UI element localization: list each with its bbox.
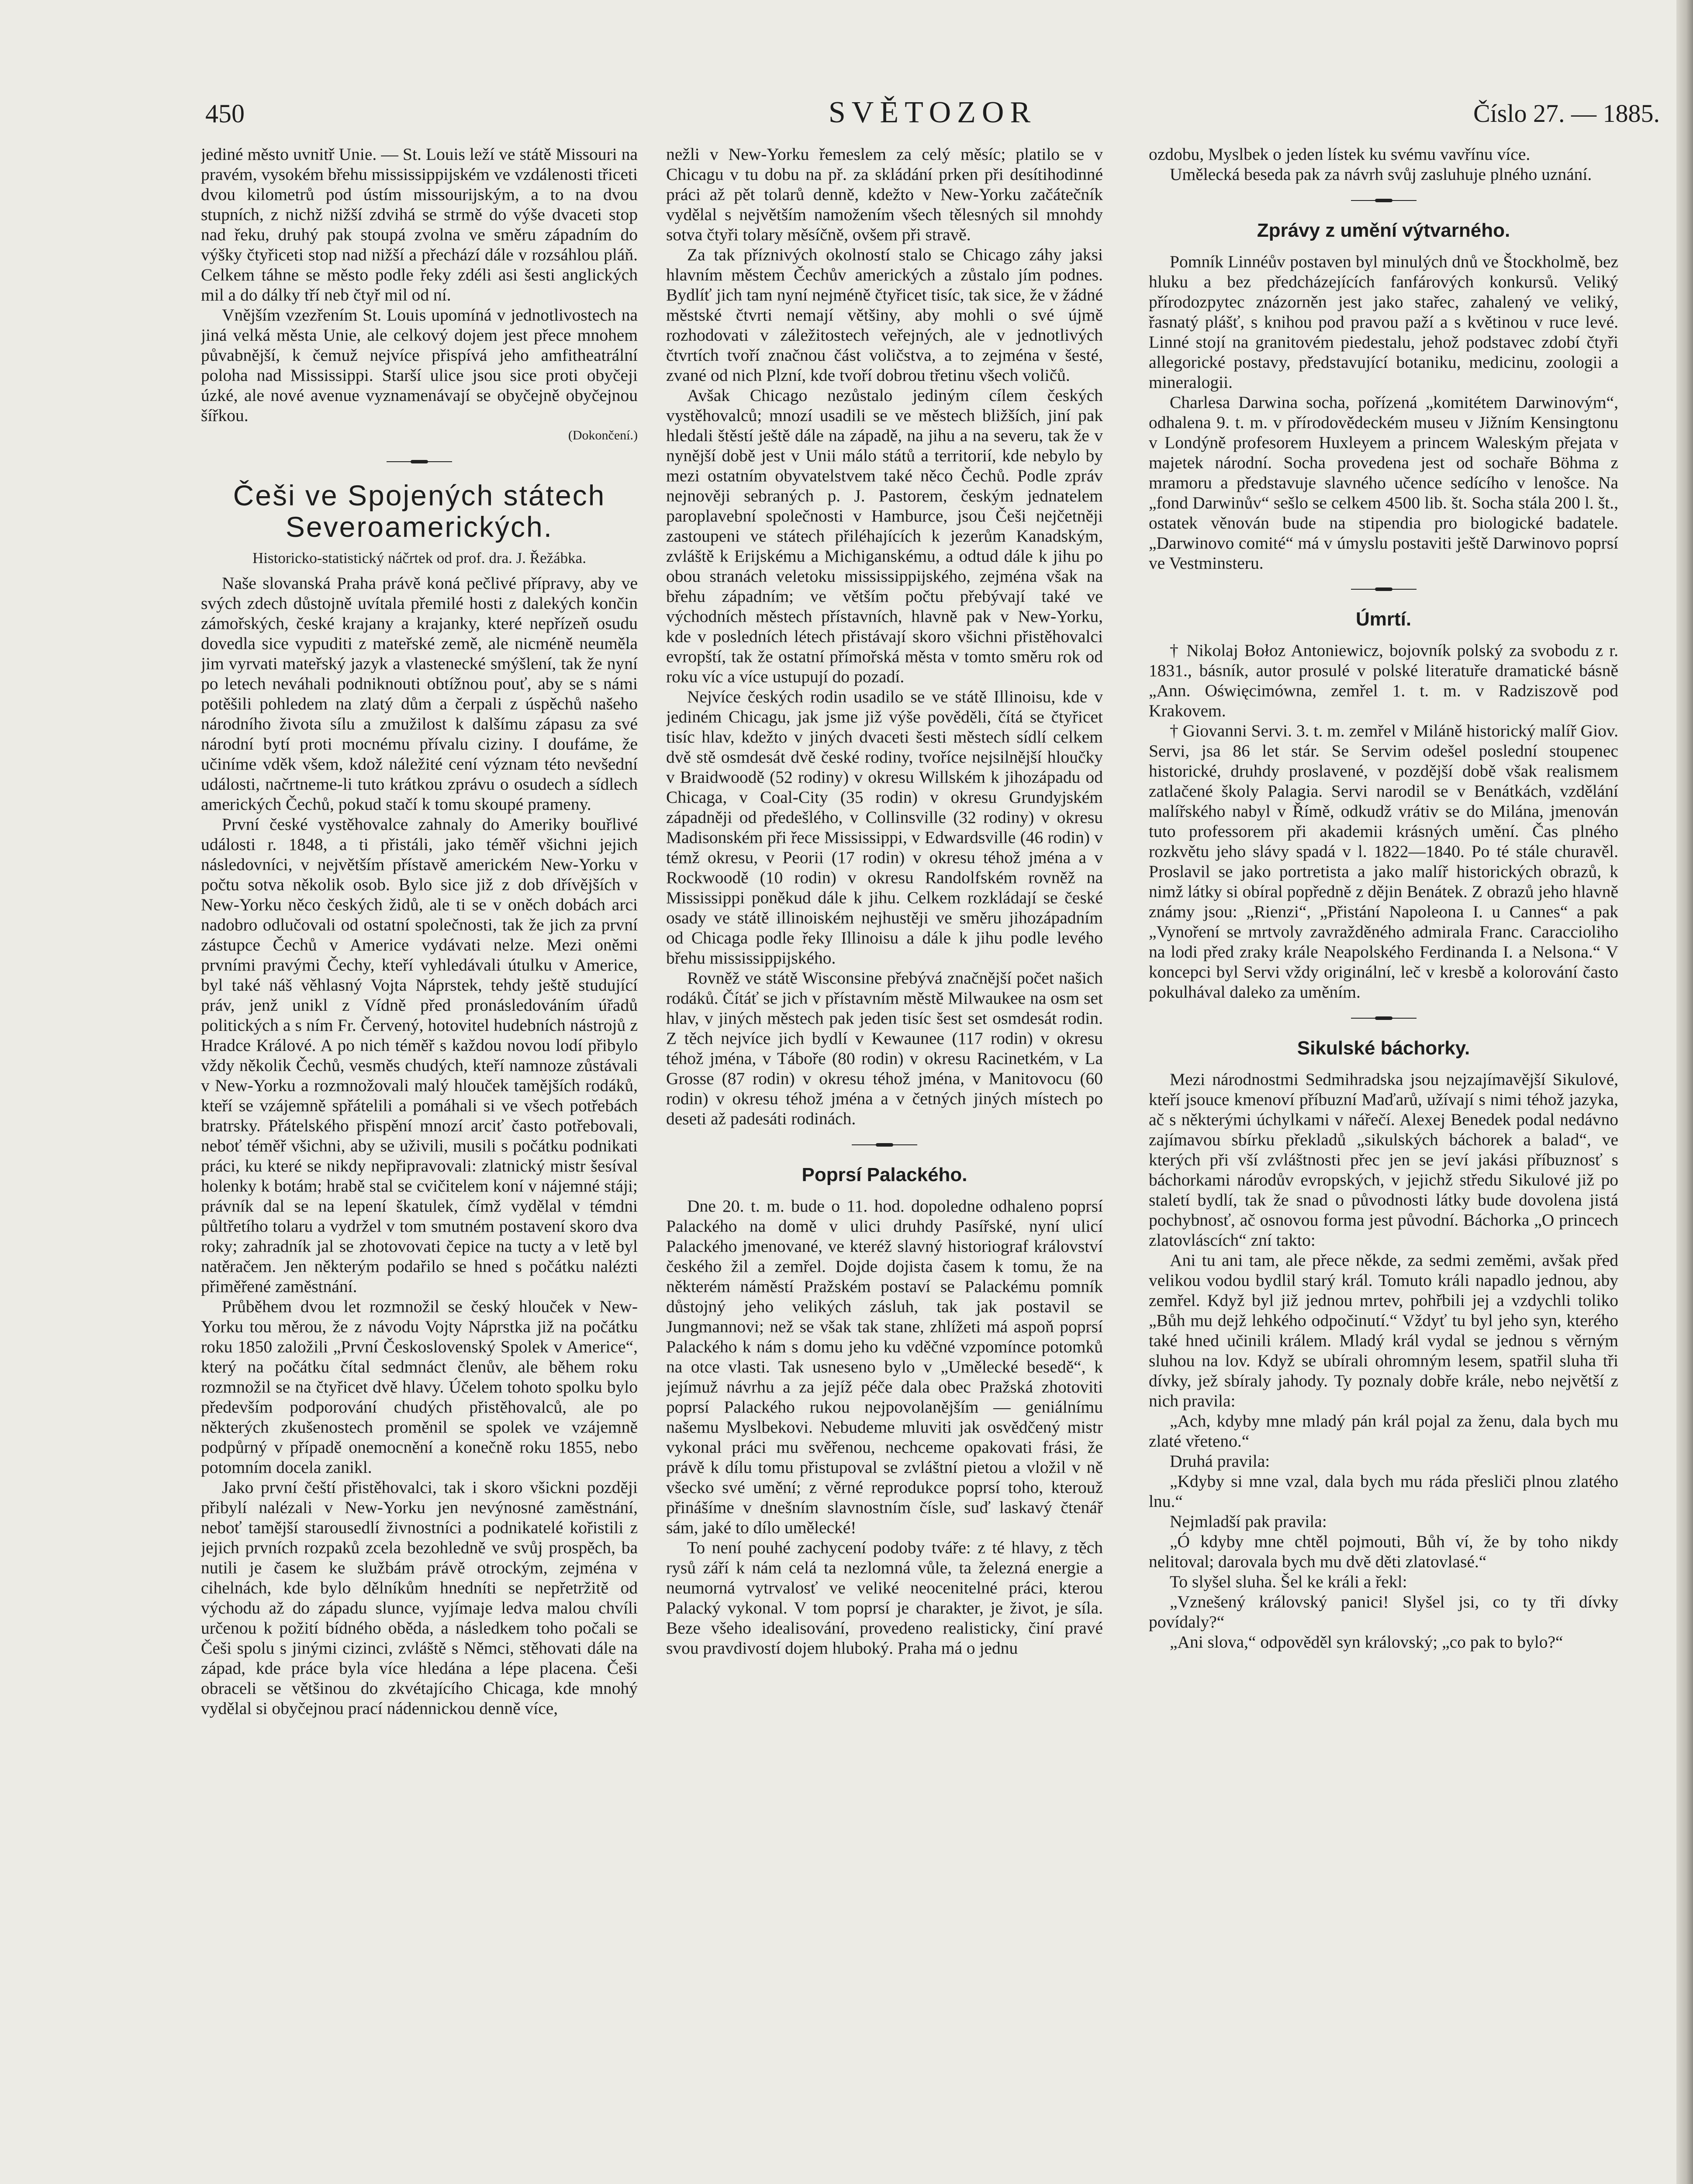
paragraph: Za tak příznivých okolností stalo se Chicago záhy jaksi hlavním městem Čechův amerických a zůstalo jím podnes. Bydlíť jich tam nyní nejméně čtyřicet tisíc, tak sice, že v žádné městské čtvrti nemají většiny, aby mohli o své újmě rozhodovati v záležitostech veřejných, ale v jednotlivých čtvrtích tvoří značnou část voličstva, a to zejména v šesté, zvané od nich Plzní, kde tvoří dobrou třetinu všech voličů. <box>666 245 1103 385</box>
article-title: Češi ve Spojených státech Severoamerických. <box>233 479 606 543</box>
paragraph: Vnějším vzezřením St. Louis upomíná v jednotlivostech na jiná velká města Unie, ale celkový dojem jest přece mnohem půvabnější, k čemuž nejvíce přispívá jeho amfitheatrální poloha nad Mississippi. Starší ulice jsou sice proti obyčeji úzké, ale nové avenue vyznamenávají se obyčejně obyčejnou šířkou. <box>201 305 638 425</box>
paragraph: Druhá pravila: <box>1170 1451 1270 1471</box>
issue-number: Číslo 27. — 1885. <box>1473 99 1660 128</box>
paragraph: Avšak Chicago nezůstalo jediným cílem českých vystěhovalců; mnozí usadili se ve městech bližších, jiní pak hledali štěstí ještě dále na západě, na jihu a na severu, tak že v nynější době jest v Unii málo států a territorií, kde nebylo by mezi ostatním obyvatelstvem také něco Čechů. Podle zpráv nejnověji sebraných p. J. Pastorem, českým jednatelem paroplavební společnosti v Hamburce, jsou Češi nejčetněji zastoupeni ve státech přiléhajících k jezerům Kanadským, zvláště k Erijskému a Michiganskému, a odtud dále k jihu po obou stranách veletoku mississippijského, zejména však na břehu západním; ve větším počtu přebývají také ve východních městech přístavních, hlavně pak v New-Yorku, kde v posledních létech přistávají skoro všichni přistěhovalci evropští, tak že ostatní přímořská města v tomto směru rok od roku víc a více ustupují do pozadí. <box>666 386 1103 686</box>
section-divider <box>387 459 452 465</box>
paragraph: Umělecká beseda pak za návrh svůj zasluhuje plného uznání. <box>1170 165 1592 184</box>
paragraph: Charlesa Darwina socha, pořízená „komitétem Darwinovým“, odhalena 9. t. m. v přírodovědeckém museu v Jižním Kensingtonu v Londýně profesorem Huxleyem a princem Waleským přejata v majetek národní. Socha provedena jest od sochaře Böhma z mramoru a představuje slavného učence sedícího v lenošce. Na „fond Darwinův“ sešlo se celkem 4500 lib. št. Socha stála 200 l. št., ostatek věnován bude na stipendia pro biologické badatele. „Darwinovo comité“ má v úmyslu postaviti ještě Darwinovo poprsí ve Vestminsteru. <box>1149 393 1618 573</box>
paragraph: † Nikolaj Bołoz Antoniewicz, bojovník polský za svobodu z r. 1831., básník, autor prosulé v polské literatuře dramatické básně „Ann. Oświęcimówna, zemřel 1. t. m. v Radziszově pod Krakovem. <box>1149 641 1618 720</box>
paragraph: „Ó kdyby mne chtěl pojmouti, Bůh ví, že by toho nikdy nelitoval; darovala bych mu dvě děti zlatovlasé.“ <box>1149 1532 1618 1571</box>
paragraph: Ani tu ani tam, ale přece někde, za sedmi zeměmi, avšak před velikou vodou bydlil starý král. Tomuto králi napadlo jednou, aby zemřel. Když byl již jednou mrtev, pohřbili jej a vzdychli toliko „Bůh mu dejž lehkého odpočinutí.“ Vždyť tu byl jeho syn, kterého také hned učinili králem. Mladý král vydal se jednou s věrným sluhou na lov. Když se ubírali ohromným lesem, spatřil sluha tři dívky, jež sbíraly jahody. Ty poznaly dobře krále, nebo největší z nich pravila: <box>1149 1251 1618 1410</box>
column-1 <box>201 144 638 2184</box>
section-title: Zprávy z umění výtvarného. <box>1257 220 1510 241</box>
section-divider <box>1351 197 1417 204</box>
article-byline: Historicko-statistický náčrtek od prof. dra. J. Řežábka. <box>252 549 586 567</box>
section-divider <box>1351 1015 1417 1021</box>
page-header <box>205 95 1660 135</box>
paragraph: „Ani slova,“ odpověděl syn královský; „co pak to bylo?“ <box>1170 1632 1563 1652</box>
continuation-note: (Dokončení.) <box>568 428 638 442</box>
paragraph: První české vystěhovalce zahnaly do Ameriky bouřlivé události r. 1848, a ti přistáli, jako téměř všichni jejich následovníci, v největším přístavě americkém New-Yorku v počtu sotva několik osob. Bylo sice již z dob dřívějších v New-Yorku něco českých židů, ale ti se v oněch dobách arci nadobro odlučovali od ostatní společnosti, tak že jich za první zástupce Čechů v Americe vydávati nelze. Mezi oněmi prvními pravými Čechy, kteří vyhledávali útulku v Americe, byl také náš věhlasný Vojta Náprstek, tehdy ještě studující práv, jenž unikl z Vídně před pronásledováním úřadů politických a s ním Fr. Červený, hotovitel hudebních nástrojů z Hradce Králové. A po nich téměř s každou novou lodí přibylo vždy několik Čechů, vesměs chudých, kteří namnoze zůstávali v New-Yorku a rozmnožovali malý hlouček tamějších rodáků, kteří se vzájemně spřátelili a pomáhali si ve všech potřebách bratrsky. Přátelského přispění mnozí arciť často potřebovali, neboť téměř všichni, aby se uživili, musili s počátku podnikati práci, ku které se nikdy nepřipravovali: zlatnický mistr šesíval holenky k botám; hrabě stal se cvičitelem koní v nájemné stáji; právník dal se na lepení škatulek, čímž vydělal v témdni půltřetího tolaru a vydržel v tom smutném postavení skoro dva roky; zahradník jal se zhotovovati čepice na tucty a v letě byl natěračem. Jen některým podařilo se hned s počátku nalézti přiměřené zaměstnání. <box>201 815 638 1296</box>
paragraph: nežli v New-Yorku řemeslem za celý měsíc; platilo se v Chicagu v tu dobu na př. za skládání prken při desítihodinné práci až pět tolarů denně, kdežto v New-Yorku začátečník vydělal s největším namožením všech tělesných sil mnohdy sotva čtyři tolary měsíčně, ovšem při stravě. <box>666 145 1103 244</box>
section-title: Úmrtí. <box>1355 608 1412 630</box>
paragraph: Pomník Linnéův postaven byl minulých dnů ve Štockholmě, bez hluku a bez předcházejících fanfárových konkursů. Veliký přírodozpytec znázorněn jest jako stařec, zahalený ve veliký, řasnatý plášť, s knihou pod pravou paží a s květinou v ruce levé. Linné stojí na granitovém piedestalu, jehož podstavec zdobí čtyři allegorické postavy, představující botaniku, medicinu, zoologii a mineralogii. <box>1149 252 1618 392</box>
paragraph: jediné město uvnitř Unie. — St. Louis leží ve státě Missouri na pravém, vysokém břehu mississippijském ve vzdálenosti třiceti dvou kilometrů pod ústím missourijským, a to na dvou stupních, z nichž nižší zdvihá se strmě do výše dvaceti stop nad řeku, druhý pak stoupá zvolna ve směru západním do výšky čtyřiceti stop nad nižší a přechází dále v rozsáhlou pláň. Celkem táhne se město podle řeky zdéli asi šesti anglických mil a do dálky tří neb čtyř mil od ní. <box>201 145 638 304</box>
section-title: Sikulské báchorky. <box>1297 1037 1470 1059</box>
section-divider <box>852 1142 917 1148</box>
binding-edge <box>1676 0 1693 2184</box>
journal-title: SVĚTOZOR <box>828 96 1037 129</box>
column-2 <box>666 144 1103 2184</box>
paragraph: „Kdyby si mne vzal, dala bych mu ráda přesliči plnou zlatého lnu.“ <box>1149 1472 1618 1511</box>
paragraph: † Giovanni Servi. 3. t. m. zemřel v Miláně historický malíř Giov. Servi, jsa 86 let stár. Se Servim odešel poslední stoupenec historické, druhdy proslavené, v pozdější době však realismem zatlačené školy Palagia. Servi narodil se v Benátkách, vzdělání malířského nabyl v Římě, odkudž vrátiv se do Milána, jmenován tuto professorem při akademii krásných umění. Čas plného rozkvětu jeho slávy spadá v l. 1822—1840. Po té stále churavěl. Proslavil se jako portretista a jako malíř historických obrazů, k nimž látky si obíral popředně z dějin Benátek. Z obrazů jeho hlavně známy jsou: „Rienzi“, „Přistání Napoleona I. u Cannes“ a pak „Vynoření se mrtvoly zavražděného admirala Franc. Caracciolihо na lodi před zraky krále Neapolského Ferdinanda I. a Nelsona.“ V koncepci byl Servi vždy originální, leč v kresbě a kolorování často pokulhával daleko za uměním. <box>1149 721 1618 1002</box>
paragraph: Dne 20. t. m. bude o 11. hod. dopoledne odhaleno poprsí Palackého na domě v ulici druhdy Pasířské, nyní ulicí Palackého jmenované, ve kteréž slavný historiograf království českého žil a zemřel. Dojde dojista časem k tomu, že na některém náměstí Pražském postaví se Palackému pomník důstojný jeho velikých zásluh, tak jak postavil se Jungmannovi; než se však tak stane, zhlížeti má aspoň poprsí Palackého k nám s domu jeho ku vděčné vzpomínce potomků na otce vlasti. Tak usneseno bylo v „Umělecké besedě“, k jejímuž návrhu a za jejíž péče dala obec Pražská zhotoviti poprsí Palackého rukou nejpovolanějším — geniálnímu našemu Myslbekovi. Nebudeme mluviti jak osvědčený mistr vykonal práci mu svěřenou, nechceme opakovati frási, že právě k dílu tomu přistupoval se zvláštní pietou a vložil v ně všecko své umění; z věrné reprodukce poprsí toho, kterouž přinášíme v dnešním slavnostním čísle, suď laskavý čtenář sám, jaké to dílo umělecké! <box>666 1196 1103 1537</box>
paragraph: „Vznešený královský panici! Slyšel jsi, co ty tři dívky povídaly?“ <box>1149 1592 1618 1631</box>
page-number: 450 <box>205 99 245 128</box>
paragraph: „Ach, kdyby mne mladý pán král pojal za ženu, dala bych mu zlaté vřeteno.“ <box>1149 1411 1618 1451</box>
paragraph: To slyšel sluha. Šel ke králi a řekl: <box>1170 1572 1407 1591</box>
section-divider <box>1351 586 1417 592</box>
paragraph: Jako první čeští přistěhovalci, tak i skoro všickni později přibylí nalézali v New-Yorku jen nevýnosné zaměstnání, neboť tamější starousedlí živnostníci a podnikatelé kořistili z jejich prvních rozpaků zcela bezohledně ve svůj prospěch, ba nutili je časem ke službám právě otrockým, zejména v cihelnách, kde bylo dělníkům hnedníti se nepřetržitě od východu až do západu slunce, vyjímaje ledva malou chvíli určenou k požití bídného oběda, a následkem toho počali se Češi spolu s jinými cizinci, zvláště s Němci, stěhovati dále na západ, kde práce byla více hledána a lépe placena. Češi obraceli se většinou do zkvétajícího Chicaga, kde mnohý vydělal si obyčejnou prací nádennickou denně více, <box>201 1478 638 1718</box>
column-3 <box>1149 144 1618 2184</box>
paragraph: To není pouhé zachycení podoby tváře: z té hlavy, z těch rysů září k nám celá ta nezlomná vůle, ta železná energie a neumorná vytrvalosť ve veliké neocenitelné práci, kterou Palacký vykonal. V tom poprsí je charakter, je život, je síla. Beze všeho idealisování, provedeno realisticky, činí pravé svou pravdivostí dojem hluboký. Praha má o jednu <box>666 1538 1103 1658</box>
paragraph: Nejvíce českých rodin usadilo se ve státě Illinoisu, kde v jediném Chicagu, jak jsme již výše pověděli, čítá se čtyřicet tisíc hlav, kdežto v jiných dvaceti šesti městech sídlí celkem dvě stě osmdesát dvě české rodiny, tvoříce nejsilnější hloučky v Braidwoodě (52 rodiny) v okresu Willském k jihozápadu od Chicaga, v Coal-City (35 rodin) v okresu Grundyjském západněji od předešlého, v Collinsville (32 rodiny) v okresu Madisonském při řece Mississippi, v Edwardsville (46 rodin) v témž okresu, v Peorii (17 rodin) v okresu téhož jména a v Rockwoodě (10 rodin) v okresu Randolfském rovněž na Mississippi poněkud dále k jihu. Celkem rozkládají se české osady ve státě illinoiském nejhustěji ve směru jihozápadním od Chicaga podle řeky Illinoisu a dále k jihu podle levého břehu mississippijského. <box>666 687 1103 968</box>
paragraph: ozdobu, Myslbek o jeden lístek ku svému vavřínu více. <box>1149 145 1531 164</box>
paragraph: Mezi národnostmi Sedmihradska jsou nejzajímavější Sikulové, kteří jsouce kmenoví příbuzní Maďarů, užívají s nimi téhož jazyka, ač s některými úchylkami v nářečí. Alexej Benedek podal nedávno zajímavou sbírku překladů „sikulských báchorek a balad“, ve kterých při vší zvláštnosti přec jen se jeví jakási příbuznosť s báchorkami národův evropských, v jejichž středu Sikulové již po staletí bydlí, tak že snad o původnosti látky bude dovolena jistá pochybnosť, ač osnovou forma jest původní. Báchorka „O princech zlatovláscích“ zní takto: <box>1149 1070 1618 1250</box>
paragraph: Naše slovanská Praha právě koná pečlivé přípravy, aby ve svých zdech důstojně uvítala přemilé hosti z dalekých končin zámořských, české krajany a krajanky, které nepřízeň osudu dovedla sice vypuditi z mateřské země, ale nicméně neuměla jim vyrvati mateřský jazyk a vlastenecké smýšlení, tak že nyní po letech neváhali podniknouti obtížnou pouť, aby se s námi potěšili pohledem na zlatý dům a čerpali z úspěchů našeho národního života sílu a zmužilost k dalšímu zápasu za své národní bytí proti mocnému přívalu ciziny. I doufáme, že učiníme vděk všem, kdož náležité cení význam této nevšední události, načrtneme-li tuto krátkou zprávu o osudech a sídlech amerických Čechů, pokud stačí k tomu skoupé prameny. <box>201 574 638 814</box>
article-title: Poprsí Palackého. <box>802 1164 967 1185</box>
paragraph: Rovněž ve státě Wisconsine přebývá značnější počet našich rodáků. Čítáť se jich v přístavním městě Milwaukee na osm set hlav, v jiných městech pak jeden tisíc šest set osmdesát rodin. Z těch nejvíce jich bydlí v Kewaunee (117 rodin) v okresu téhož jména, v Táboře (80 rodin) v okresu Racinetkém, v La Grosse (87 rodin) v okresu téhož jména, v Manitovocu (60 rodin) v okresu téhož jména a v četných jiných místech po deseti až padesáti rodinách. <box>666 968 1103 1128</box>
paragraph: Průběhem dvou let rozmnožil se český hlouček v New-Yorku tou měrou, že z návodu Vojty Náprstka již na počátku roku 1850 založili „První Československý Spolek v Americe“, který na počátku čítal sedmnáct členův, ale během roku rozmnožil se na čtyřicet dvě hlavy. Účelem tohoto spolku bylo především podporování chudých přistěhovalců, ale po některých zkušenostech proměnil se spolek ve vzájemně podpůrný v případě onemocnění a konečně roku 1855, nebo potomním docela zanikl. <box>201 1297 638 1477</box>
paragraph: Nejmladší pak pravila: <box>1170 1512 1327 1531</box>
